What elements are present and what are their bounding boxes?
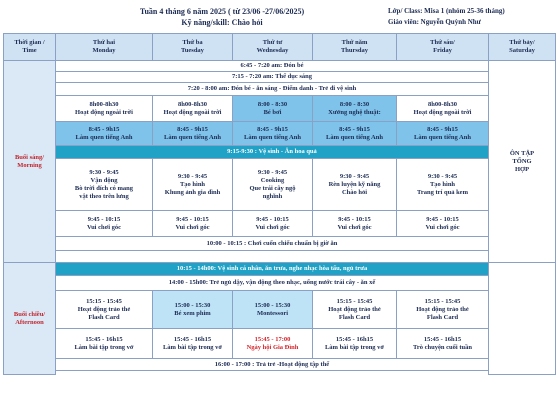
row-breakfast: 7:20 - 8:00 am: Đón bé - ăn sáng - Điểm danh - Trẻ đi vệ sinh (56, 83, 489, 96)
col-tuesday: Thứ ba Tuesday (153, 34, 233, 61)
mon-activity-3: 15:15 - 15:45 Hoạt động trảo thẻ Flash Card (56, 291, 153, 329)
tue-activity-2: 9:30 - 9:45 Tạo hình Khung ảnh gia đình (153, 159, 233, 211)
wed-activity-2: 9:30 - 9:45 Cooking Que trái cây ngộ nghĩnh (233, 159, 313, 211)
wed-activity-3: 15:00 - 15:30 Montessori (233, 291, 313, 329)
week-title: Tuần 4 tháng 6 năm 2025 ( từ 23/06 -27/06/2025) (139, 7, 305, 16)
row-lunch-nap: 10:15 - 14h00: Vệ sinh cá nhân, ăn trưa, nghe nhạc hòa tấu, ngủ trưa (56, 263, 489, 276)
fri-activity-4: 15:45 - 16h15 Trò chuyện cuối tuần (397, 329, 489, 359)
fri-activity-2: 9:30 - 9:45 Tạo hình Trang trí quả kem (397, 159, 489, 211)
mon-activity-1: 8h00-8h30 Hoạt động ngoài trời (56, 96, 153, 122)
row-pickup: 16:00 - 17:00 : Trả trẻ -Hoạt động tập thể (56, 359, 489, 371)
wed-english: 8:45 - 9h15 Làm quen tiếng Anh (233, 122, 313, 146)
col-thursday: Thứ năm Thursday (313, 34, 397, 61)
col-monday: Thứ hai Monday (56, 34, 153, 61)
thu-activity-3: 15:15 - 15:45 Hoạt động trảo thẻ Flash Card (313, 291, 397, 329)
class-label: Lớp/ Class: Misa 1 (nhóm 25-36 tháng) (388, 7, 505, 15)
mon-activity-4: 15:45 - 16h15 Làm bài tập trong vở (56, 329, 153, 359)
row-english (4, 122, 556, 146)
teacher-label: Giáo viên: Nguyễn Quỳnh Như (388, 18, 481, 26)
col-wednesday: Thứ tư Wednesday (233, 34, 313, 61)
tue-activity-1: 8h00-8h30 Hoạt động ngoài trời (153, 96, 233, 122)
thu-activity-1: 8:00 - 8:30 Xưởng nghệ thuật: (313, 96, 397, 122)
saturday-afternoon (489, 263, 556, 375)
fri-play: 9:45 - 10:15 Vui chơi góc (397, 211, 489, 237)
wed-play: 9:45 - 10:15 Vui chơi góc (233, 211, 313, 237)
row-activity-1 (4, 96, 556, 122)
saturday-review: ÔN TẬP TỔNG HỢP (489, 61, 556, 263)
row-morning-exercise: 7:15 - 7:20 am: Thể dục sáng (56, 72, 489, 83)
tue-activity-4: 15:45 - 16h15 Làm bài tập trong vở (153, 329, 233, 359)
tue-play: 9:45 - 10:15 Vui chơi góc (153, 211, 233, 237)
mon-play: 9:45 - 10:15 Vui chơi góc (56, 211, 153, 237)
fri-english: 8:45 - 9h15 Làm quen tiếng Anh (397, 122, 489, 146)
row-prepare-lunch: 10:00 - 10:15 : Chơi cuốn chiếu chuẩn bị giờ ăn (56, 237, 489, 251)
header-row (4, 34, 556, 61)
session-morning: Buổi sáng/ Morning (4, 61, 56, 263)
fri-activity-3: 15:15 - 15:45 Hoạt động trảo thẻ Flash Card (397, 291, 489, 329)
timetable (3, 33, 556, 375)
row-play (4, 211, 556, 237)
row-activity-3 (4, 291, 556, 329)
thu-activity-2: 9:30 - 9:45 Rèn luyện kỹ năng Chào hỏi (313, 159, 397, 211)
fri-activity-1: 8h00-8h30 Hoạt động ngoài trời (397, 96, 489, 122)
wed-activity-4: 15:45 - 17:00 Ngày hội Gia Đình (233, 329, 313, 359)
class-info (388, 6, 505, 28)
row-activity-4 (4, 329, 556, 359)
thu-play: 9:45 - 10:15 Vui chơi góc (313, 211, 397, 237)
row-arrival: 6:45 - 7:20 am: Đón bé (56, 61, 489, 72)
wed-activity-1: 8:00 - 8:30 Bé bơi (233, 96, 313, 122)
col-friday: Thứ sáu/ Friday (397, 34, 489, 61)
thu-activity-4: 15:45 - 16h15 Làm bài tập trong vở (313, 329, 397, 359)
col-time: Thời gian / Time (4, 34, 56, 61)
session-afternoon: Buổi chiều/ Afternoon (4, 263, 56, 375)
skill-title: Kỹ năng/skill: Chào hỏi (181, 18, 263, 27)
tue-activity-3: 15:00 - 15:30 Bé xem phim (153, 291, 233, 329)
header (0, 0, 558, 32)
col-saturday: Thứ bảy/ Saturday (489, 34, 556, 61)
row-wake-up: 14:00 - 15h00: Trẻ ngủ dậy, vận động theo nhạc, uống nước trái cây - ăn xế (56, 276, 489, 291)
thu-english: 8:45 - 9h15 Làm quen tiếng Anh (313, 122, 397, 146)
header-title (62, 6, 382, 28)
mon-english: 8:45 - 9h15 Làm quen tiếng Anh (56, 122, 153, 146)
tue-english: 8:45 - 9h15 Làm quen tiếng Anh (153, 122, 233, 146)
row-snack: 9:15-9:30 : Vệ sinh - Ăn hoa quả (56, 146, 489, 159)
mon-activity-2: 9:30 - 9:45 Vận động Bò trời đích có mang vật theo trên lưng (56, 159, 153, 211)
row-activity-2 (4, 159, 556, 211)
